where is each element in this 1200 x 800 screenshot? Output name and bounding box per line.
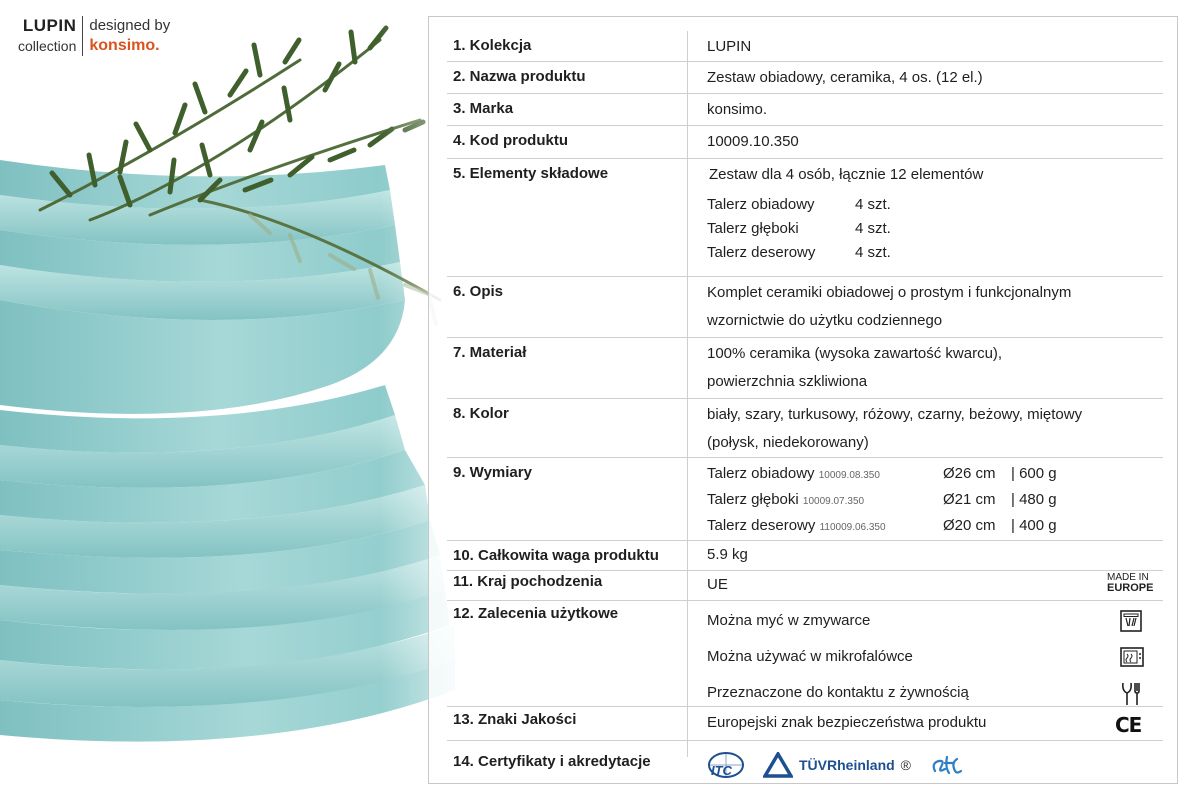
tuv-rheinland-logo: TÜVRheinland ®: [763, 751, 911, 779]
microwave-icon: [1119, 645, 1145, 669]
description-line: wzornictwie do użytku codziennego: [707, 312, 943, 329]
element-item: Talerz głęboki 4 szt.: [707, 220, 891, 237]
spec-row-kraj: [447, 571, 1163, 601]
spec-row-nazwa: [447, 62, 1163, 94]
usage-item: Przeznaczone do kontaktu z żywnością: [707, 684, 969, 701]
itc-logo: ITC: [707, 751, 745, 779]
element-item: Talerz deserowy 4 szt.: [707, 244, 891, 261]
spec-row-kolor: [447, 399, 1163, 458]
spec-row-material: [447, 338, 1163, 399]
spec-row-kolekcja: [447, 31, 1163, 62]
spec-label: 3. Marka: [453, 100, 514, 117]
ce-mark-icon: CE: [1115, 713, 1142, 737]
spec-value: konsimo.: [707, 101, 768, 118]
usage-item: Można myć w zmywarce: [707, 612, 871, 629]
spec-row-znaki: [447, 707, 1163, 741]
spec-label: 14. Certyfikaty i akredytacje: [453, 753, 651, 770]
spec-label: 13. Znaki Jakości: [453, 711, 577, 728]
color-line: biały, szary, turkusowy, różowy, czarny, beżowy, miętowy: [707, 406, 1083, 423]
spec-row-waga: [447, 541, 1163, 571]
logo-brand: LUPIN: [22, 16, 77, 35]
spec-label: 9. Wymiary: [453, 464, 532, 481]
spec-value: 10009.10.350: [707, 133, 799, 150]
color-line: (połysk, niedekorowany): [707, 434, 869, 451]
dishwasher-icon: [1119, 609, 1143, 633]
spec-value: 5.9 kg: [707, 546, 748, 563]
product-photo: [0, 0, 470, 800]
dimension-item: Talerz głęboki 10009.07.350 Ø21 cm | 480 g: [707, 491, 1057, 508]
spec-label: 10. Całkowita waga produktu: [453, 547, 659, 564]
spec-label: 2. Nazwa produktu: [453, 68, 586, 85]
spec-row-wymiary: [447, 458, 1163, 541]
spec-row-kod: [447, 126, 1163, 159]
material-line: 100% ceramika (wysoka zawartość kwarcu),: [707, 345, 1003, 362]
plate-stack-illustration: [0, 0, 470, 800]
spec-row-elementy: [447, 159, 1163, 277]
spec-row-certyfikaty: [447, 741, 1163, 783]
logo-collection: collection: [18, 38, 77, 54]
tuv-triangle-icon: [763, 752, 793, 778]
spec-label: 12. Zalecenia użytkowe: [453, 605, 619, 622]
spec-value: LUPIN: [707, 38, 752, 55]
food-safe-icon: [1119, 681, 1145, 707]
spec-row-opis: [447, 277, 1163, 338]
spec-label: 5. Elementy składowe: [453, 165, 609, 182]
usage-item: Można używać w mikrofalówce: [707, 648, 913, 665]
spec-row-marka: [447, 94, 1163, 126]
spec-label: 4. Kod produktu: [453, 132, 568, 149]
dimension-item: Talerz deserowy 110009.06.350 Ø20 cm | 400 g: [707, 517, 1057, 534]
description-line: Komplet ceramiki obiadowej o prostym i funkcjonalnym: [707, 284, 1072, 301]
made-in-europe-icon: MADE IN EUROPE: [1107, 572, 1154, 594]
spec-value: Europejski znak bezpieczeństwa produktu: [707, 714, 987, 731]
spec-label: 6. Opis: [453, 283, 504, 300]
spec-label: 8. Kolor: [453, 405, 509, 422]
elements-intro: Zestaw dla 4 osób, łącznie 12 elementów: [709, 166, 984, 183]
spec-value: Zestaw obiadowy, ceramika, 4 os. (12 el.): [707, 69, 983, 86]
material-line: powierzchnia szkliwiona: [707, 373, 868, 390]
spec-label: 1. Kolekcja: [453, 37, 532, 54]
spec-row-zalecenia: [447, 601, 1163, 707]
specification-table: [428, 16, 1178, 784]
spec-label: 11. Kraj pochodzenia: [453, 573, 603, 590]
spec-value: UE: [707, 576, 728, 593]
sfc-logo-icon: [929, 749, 963, 781]
element-item: Talerz obiadowy 4 szt.: [707, 196, 891, 213]
logo-designed-by: designed by: [89, 17, 171, 34]
logo-company: konsimo.: [89, 37, 160, 54]
brand-logo: [18, 16, 170, 56]
dimension-item: Talerz obiadowy 10009.08.350 Ø26 cm | 600 g: [707, 465, 1057, 482]
spec-label: 7. Materiał: [453, 344, 527, 361]
